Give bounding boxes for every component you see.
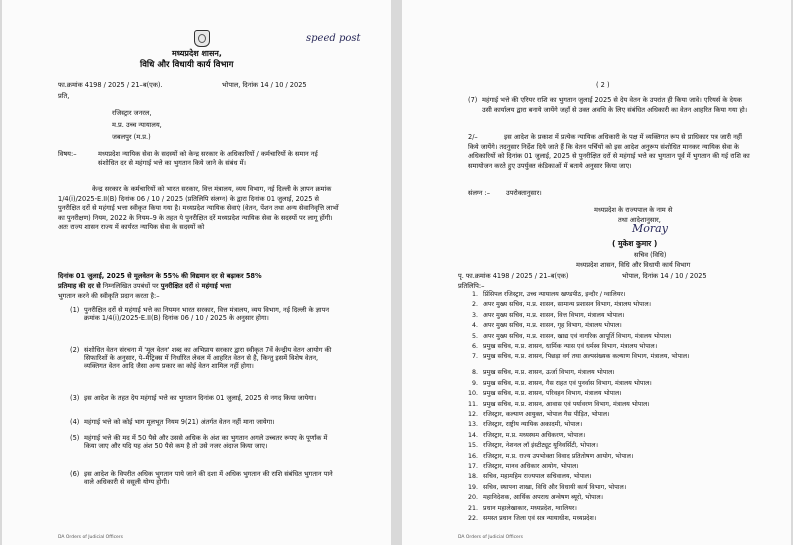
distribution-item-number: 6. [471,343,478,350]
point-number: (1) [70,306,80,314]
distribution-item [466,291,625,298]
distribution-item-text: रजिस्ट्रार, राष्ट्रीय न्यायिक अकादमी, भोपाल। [483,421,583,429]
distribution-item-number: 22. [467,515,478,522]
distribution-item-text: रजिस्ट्रार, म.प्र. मध्यस्थम अधिकरण, भोपाल। [483,431,586,439]
signature: Moray [632,222,668,235]
signatory-name: ( मुकेश कुमार ) [612,239,658,248]
para-2-text: इस आदेश के प्रकाश में प्रत्येक न्यायिक अधिकारी के पक्ष में व्यक्तिगत रूप से प्राधिकार पत्र जारी नहीं किये जायेंगे। तदनुसार निर्देश दिये जाते हैं कि वेतन पर्चियों को इस आदेश अनुरूप संशोधित मानकर न्यायिक सेवा के अधिकारियों को दिनांक 01 जुलाई, 2025 से पुनरीक्षित दरों से महंगाई भत्ते का भुगतान पूर्व में भुगतान की गई राशि का समायोजन करते हुए उपर्युक्त कंडिकाओं में बताये अनुसार किया जाए। [468,133,750,170]
enclosure-text: उपरोक्तानुसार। [506,189,542,197]
distribution-item [466,453,633,460]
distribution-item [466,515,596,522]
point-6 [70,470,340,488]
point-text: महंगाई भत्ते की मद में 50 पैसे और उससे अधिक के अंश का भुगतान अगले उच्चतर रूपए के पूर्णांक में किया जाए और यदि यह अंश 50 पैसे कम है तो उसे नजर अंदाज किया जाए। [84,434,328,450]
distribution-item-number: 15. [467,442,478,450]
distribution-item-number: 2. [471,301,478,309]
distribution-item-number: 14. [467,431,478,439]
distribution-item-text: प्रमुख सचिव, म.प्र. शासन, आवास एवं पर्यावरण विभाग, मंत्रालय भोपाल। [483,400,650,408]
point-5 [70,434,340,462]
point-text: इस आदेश के विपरीत अधिक भुगतान पाये जाने की दशा में अधिक भुगतान की राशि संबंधित भुगतान पाने वाले अधिकारी से वसूली योग्य होगी। [84,470,333,486]
distribution-item [466,353,753,360]
distribution-item [466,484,626,491]
signatory-designation: सचिव (विधि) [634,251,667,259]
para-2-number: 2/– [468,133,478,141]
page-1 [2,0,391,545]
distribution-item-text: रजिस्ट्रार, कल्याण आयुक्त, भोपाल गैस पीड़ित, भोपाल। [483,411,610,418]
governor-line-1: मध्यप्रदेश के राज्यपाल के नाम से [594,206,673,214]
after-revised-text: से [195,282,200,290]
distribution-item-number: 11. [467,400,478,408]
addressee-line-2: म.प्र. उच्च न्यायालय, [112,121,162,129]
distribution-item-text: प्रधान महालेखाकार, मध्यप्रदेश, ग्वालियर। [483,504,577,512]
distribution-item-text: समस्त प्रधान जिला एवं सत्र न्यायाधीश, मध्यप्रदेश। [483,515,597,522]
copy-label: प्रतिलिपि:– [458,282,485,290]
signatory-department: मध्यप्रदेश शासन, विधि और विधायी कार्य विभाग [576,261,691,269]
point-number: (6) [70,470,80,478]
governor-line-2: तथा आदेशानुसार, [618,216,661,224]
distribution-item-number: 3. [471,311,478,319]
point-text: महंगाई भत्ते की एरियर राशि का भुगतान जुलाई 2025 से देय वेतन के उपरांत ही किया जावे। एरियर्स के देयक उसी कार्यालय द्वारा बनाये जायेंगे जहाँ से उक्त अवधि के लिए संबंधित अधिकारी का वेतन आहरित किया गया हो। [482,96,748,114]
page-number: ( 2 ) [596,81,610,89]
distribution-item [466,505,577,512]
distribution-item-text: सचिव, स्थापना शाखा, विधि और विधायी कार्य विभाग, भोपाल। [483,483,627,491]
addressee-line-1: रजिस्ट्रार जनरल, [112,109,152,117]
point-text: इस आदेश के तहत देय महंगाई भत्ते का भुगतान दिनांक 01 जुलाई, 2025 से नगद किया जायेगा। [84,394,317,402]
point-number: (5) [70,434,80,442]
point-number: (3) [70,394,80,402]
prati-label: प्रति, [58,92,70,100]
distribution-item-number: 9. [471,379,478,387]
distribution-item-number: 8. [471,369,478,377]
point-2 [70,346,340,388]
header-line-1: मध्यप्रदेश शासन, [172,49,222,58]
point-number: (7) [468,96,478,104]
distribution-item-text: प्रमुख सचिव, म.प्र. शासन, परिवहन विभाग, मंत्रालय भोपाल। [483,390,622,398]
approval-text: भुगतान करने की स्वीकृति प्रदान करता है:– [58,292,160,300]
bold-line-1: दिनांक 01 जुलाई, 2025 से मूलवेतन के 55% की विद्यमान दर से बढ़ाकर 58% [58,272,262,280]
copy-ref-number: पृ. फा.क्रमांक 4198 / 2025 / 21–ब(एक) [458,272,569,280]
point-number: (4) [70,418,80,426]
distribution-item-number: 12. [467,411,478,418]
bold-rate-text: प्रतिमाह की दर से [58,282,101,290]
distribution-item [466,411,609,418]
distribution-item-number: 21. [467,504,478,512]
subject-label: विषय:– [58,150,77,158]
ref-number: फा.क्रमांक 4198 / 2025 / 21–ब(एक). [58,81,163,89]
distribution-item-number: 17. [467,463,478,470]
distribution-item [466,494,603,501]
distribution-item-text: प्रमुख सचिव, म.प्र. शासन, पिछड़ा वर्ग तथा अल्पसंख्यक कल्याण विभाग, मंत्रालय, भोपाल। [483,353,690,361]
distribution-item-text: रजिस्ट्रार, म.प्र. राज्य उपभोक्ता विवाद प्रतितोषण आयोग, भोपाल। [483,452,634,460]
distribution-item-text: अपर मुख्य सचिव, म.प्र. शासन, सामान्य प्रशासन विभाग, मंत्रालय भोपाल। [483,301,651,309]
distribution-item-number: 18. [467,473,478,481]
distribution-item [466,473,591,480]
page-footer: DA Orders of Judicial Officers [458,535,524,540]
distribution-item-number: 19. [467,483,478,491]
distribution-item [466,369,615,376]
distribution-item-number: 4. [471,322,478,330]
point-4 [70,418,340,428]
distribution-item-text: अपर मुख्य सचिव, म.प्र. शासन, खाद्य एवं नागरिक आपूर्ति विभाग, मंत्रालय भोपाल। [483,332,672,340]
body-paragraph: केन्द्र सरकार के कर्मचारियों को भारत सरकार, वित्त मंत्रालय, व्यय विभाग, नई दिल्ली के ज्ञापन क्रमांक 1/4(i)/2025-E.II(B) दिनांक 06 / 10 / 2025 (प्रतिलिपि संलग्न) के द्वारा दिनांक 01 जुलाई, 2025 से पुनरीक्षित दरों से महंगाई भत्ता स्वीकृत किया गया है। मध्यप्रदेश न्यायिक सेवाएं (वेतन, पेंशन तथा अन्य सेवानिवृत्ति लाभों का पुनरीक्षण) नियम, 2022 के नियम–9 के तहत ये पुनरीक्षित दरें मध्यप्रदेश न्यायिक सेवा के सदस्यों पर लागू होंगी। अतः राज्य शासन राज्य में कार्यरत न्यायिक सेवा के सदस्यों को [58,185,339,232]
subject-text: मध्यप्रदेश न्यायिक सेवा के सदस्यों को केन्द्र सरकार के अधिकारियों / कर्मचारियों के समान नई संशोधित दर से महंगाई भत्ते का भुगतान किये जाने के संबंध में। [98,150,318,168]
speed-post-stamp: speed post [306,33,361,44]
distribution-item-text: अपर मुख्य सचिव, म.प्र. शासन, गृह विभाग, मंत्रालय भोपाल। [483,322,622,330]
distribution-item [466,343,657,350]
page-2 [402,0,791,545]
distribution-item [466,333,672,340]
distribution-item-text: महानिदेशक, आर्थिक अपराध अन्वेषण ब्यूरो, भोपाल। [483,494,604,502]
bold-da-text: महंगाई भत्ता [201,282,231,290]
distribution-item [466,401,650,408]
distribution-item-number: 13. [467,421,478,429]
addressee-line-3: जबलपुर (म.प्र.) [112,133,151,141]
distribution-item-text: रजिस्ट्रार, मानव अधिकार आयोग, भोपाल। [483,463,579,470]
distribution-item [466,432,585,439]
distribution-item-number: 7. [471,353,478,361]
distribution-item-number: 16. [467,452,478,460]
bold-revised-rates: पुनरीक्षित दरों [160,282,193,290]
copy-ref-date: भोपाल, दिनांक 14 / 10 / 2025 [622,272,707,280]
distribution-item [466,322,622,329]
point-3 [70,394,340,412]
distribution-item-number: 10. [467,390,478,398]
distribution-item-number: 1. [471,291,478,298]
state-emblem-icon [194,30,210,47]
point-text: संशोधित वेतन संरचना में 'मूल वेतन' शब्द का अभिप्राय सरकार द्वारा स्वीकृत 7वें केन्द्रीय वेतन आयोग की सिफारिशों के अनुसार, पे–मैट्रिक्स में निर्धारित लेवल में आहरित वेतन से है, किन्तु इसमें विशेष वेतन, व्यक्तिगत वेतन आदि जैसा अन्य प्रकार का कोई वेतन शामिल नहीं होगा। [84,346,332,370]
point-text: महंगाई भत्ते को कोई भाग मूलभूत नियम 9(21) अंतर्गत वेतन नहीं माना जायेगा। [84,418,275,426]
distribution-item [466,301,651,308]
point-number: (2) [70,346,80,354]
point-1 [70,306,340,340]
distribution-item-text: अपर मुख्य सचिव, म.प्र. शासन, वित्त विभाग, मंत्रालय भोपाल। [483,311,625,319]
after-bold-text: निम्नलिखित उपबंधों पर [102,282,159,290]
page-footer: DA Orders of Judicial Officers [58,535,124,540]
enclosure-label: संलग्न :– [468,189,491,197]
distribution-item [466,380,652,387]
distribution-item-text: प्रमुख सचिव, म.प्र. शासन, धार्मिक न्यास एवं धर्मस्व विभाग, मंत्रालय भोपाल। [483,343,658,350]
bold-line-2-row [58,282,231,290]
distribution-item-text: रजिस्ट्रार, नेशनल लॉ इंस्टीट्यूट यूनिवर्सिटी, भोपाल। [483,442,598,450]
ref-date: भोपाल, दिनांक 14 / 10 / 2025 [222,81,307,89]
distribution-item [466,463,579,470]
distribution-item [466,442,598,449]
distribution-item-text: प्रिंसिपल रजिस्ट्रार, उच्च न्यायालय खण्डपीठ, इन्दौर / ग्वालियर। [483,291,626,298]
distribution-item-text: प्रमुख सचिव, म.प्र. शासन, गैस राहत एवं पुनर्वास विभाग, मंत्रालय भोपाल। [483,379,652,387]
distribution-item [466,312,624,319]
point-text: पुनरीक्षित दरों से महंगाई भत्ते का नियमन भारत सरकार, वित्त मंत्रालय, व्यय विभाग, नई दिल्ली के ज्ञापन क्रमांक 1/4(i)/2025-E.II(B) दिनांक 06 / 10 / 2025 के अनुसार होगा। [84,306,329,322]
distribution-item [466,421,582,428]
header-line-2: विधि और विधायी कार्य विभाग [140,60,234,70]
distribution-item [466,390,622,397]
point-7 [468,96,748,126]
distribution-item-text: प्रमुख सचिव, म.प्र. शासन, ऊर्जा विभाग, मंत्रालय भोपाल। [483,369,615,377]
distribution-item-text: सचिव, महामहिम राज्यपाल सचिवालय, भोपाल। [483,473,592,481]
distribution-item-number: 20. [467,494,478,502]
distribution-item-number: 5. [471,332,478,340]
